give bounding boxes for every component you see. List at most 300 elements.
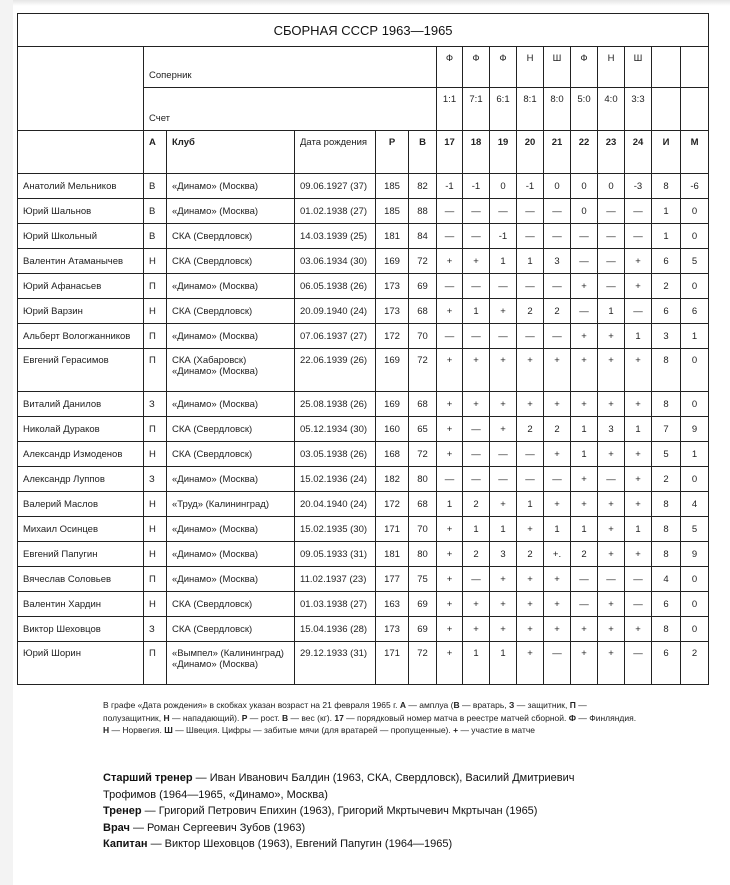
player-position: Н bbox=[144, 542, 167, 567]
score-cell: 6:1 bbox=[490, 88, 517, 131]
match-cell: — bbox=[517, 442, 544, 467]
match-cell: — bbox=[517, 199, 544, 224]
match-cell: 1 bbox=[463, 299, 490, 324]
player-games: 8 bbox=[652, 542, 681, 567]
score-label: Счет bbox=[144, 88, 437, 131]
note-key: З bbox=[509, 700, 515, 710]
match-cell: — bbox=[625, 199, 652, 224]
player-club: СКА (Свердловск) bbox=[167, 224, 295, 249]
match-cell: + bbox=[490, 417, 517, 442]
player-weight: 70 bbox=[409, 324, 437, 349]
player-birth: 09.05.1933 (31) bbox=[295, 542, 376, 567]
match-cell: — bbox=[544, 642, 571, 685]
match-header: 19 bbox=[490, 131, 517, 174]
match-cell: + bbox=[571, 274, 598, 299]
match-cell: 1 bbox=[490, 249, 517, 274]
player-position: П bbox=[144, 324, 167, 349]
player-birth: 03.06.1934 (30) bbox=[295, 249, 376, 274]
player-goals: 0 bbox=[681, 592, 709, 617]
player-goals: 0 bbox=[681, 199, 709, 224]
match-cell: — bbox=[463, 274, 490, 299]
match-cell: + bbox=[517, 392, 544, 417]
player-name: Евгений Папугин bbox=[18, 542, 144, 567]
staff-coach bbox=[103, 803, 613, 820]
player-position: В bbox=[144, 174, 167, 199]
player-goals: 0 bbox=[681, 224, 709, 249]
player-birth: 05.12.1934 (30) bbox=[295, 417, 376, 442]
match-cell: — bbox=[490, 199, 517, 224]
opponent-cell: Ф bbox=[463, 47, 490, 88]
match-cell: — bbox=[544, 324, 571, 349]
player-birth: 01.03.1938 (27) bbox=[295, 592, 376, 617]
match-header: 18 bbox=[463, 131, 490, 174]
match-cell: — bbox=[463, 324, 490, 349]
player-height: 169 bbox=[376, 392, 409, 417]
match-cell: + bbox=[437, 442, 463, 467]
match-cell: + bbox=[490, 592, 517, 617]
player-name: Михаил Осинцев bbox=[18, 517, 144, 542]
player-weight: 82 bbox=[409, 174, 437, 199]
match-cell: 2 bbox=[463, 542, 490, 567]
match-cell: + bbox=[571, 349, 598, 392]
player-goals: 6 bbox=[681, 299, 709, 324]
match-cell: — bbox=[490, 467, 517, 492]
player-row bbox=[18, 642, 709, 685]
match-cell: + bbox=[490, 349, 517, 392]
match-cell: — bbox=[463, 417, 490, 442]
match-cell: 0 bbox=[490, 174, 517, 199]
match-cell: + bbox=[571, 467, 598, 492]
match-cell: — bbox=[544, 199, 571, 224]
player-weight: 68 bbox=[409, 492, 437, 517]
match-cell: — bbox=[625, 592, 652, 617]
player-birth: 22.06.1939 (26) bbox=[295, 349, 376, 392]
legend-notes bbox=[103, 699, 643, 737]
player-height: 181 bbox=[376, 224, 409, 249]
match-cell: 2 bbox=[544, 417, 571, 442]
match-cell: — bbox=[544, 467, 571, 492]
match-cell: 1 bbox=[517, 249, 544, 274]
player-row bbox=[18, 274, 709, 299]
note-text: В графе «Дата рождения» в скобках указан возраст на 21 февраля 1965 г. bbox=[103, 700, 400, 710]
note-key: А bbox=[399, 700, 407, 710]
player-height: 185 bbox=[376, 199, 409, 224]
match-cell: — bbox=[598, 467, 625, 492]
player-height: 168 bbox=[376, 442, 409, 467]
player-games: 1 bbox=[652, 199, 681, 224]
player-position: Н bbox=[144, 299, 167, 324]
opponent-cell: Ф bbox=[437, 47, 463, 88]
match-cell: 1 bbox=[490, 642, 517, 685]
player-club: «Динамо» (Москва) bbox=[167, 199, 295, 224]
match-cell: + bbox=[437, 299, 463, 324]
birth-header: Дата рождения bbox=[295, 131, 376, 174]
match-cell: + bbox=[517, 567, 544, 592]
staff-role: Врач bbox=[103, 821, 130, 834]
player-height: 173 bbox=[376, 617, 409, 642]
player-row bbox=[18, 224, 709, 249]
player-weight: 72 bbox=[409, 249, 437, 274]
club-line: «Вымпел» (Калининград) bbox=[172, 648, 284, 659]
player-club bbox=[167, 349, 295, 392]
match-header: 23 bbox=[598, 131, 625, 174]
player-name: Юрий Афанасьев bbox=[18, 274, 144, 299]
match-cell: 1 bbox=[625, 417, 652, 442]
match-cell: — bbox=[463, 567, 490, 592]
match-cell: + bbox=[598, 442, 625, 467]
match-cell: + bbox=[598, 349, 625, 392]
match-cell: — bbox=[544, 274, 571, 299]
name-header bbox=[18, 131, 144, 174]
player-position: З bbox=[144, 617, 167, 642]
match-cell: + bbox=[517, 349, 544, 392]
player-goals: 1 bbox=[681, 324, 709, 349]
match-cell: + bbox=[517, 617, 544, 642]
player-games: 8 bbox=[652, 349, 681, 392]
match-cell: — bbox=[625, 642, 652, 685]
player-height: 173 bbox=[376, 274, 409, 299]
match-cell: + bbox=[463, 617, 490, 642]
player-height: 181 bbox=[376, 542, 409, 567]
player-birth: 01.02.1938 (27) bbox=[295, 199, 376, 224]
opponent-cell: Ф bbox=[490, 47, 517, 88]
player-position: Н bbox=[144, 517, 167, 542]
note-text: — Швеция. Цифры — забитые мячи (для вратарей — пропущенные). bbox=[172, 725, 454, 735]
player-name: Юрий Шорин bbox=[18, 642, 144, 685]
match-cell: 1 bbox=[544, 517, 571, 542]
match-cell: 1 bbox=[517, 492, 544, 517]
player-row bbox=[18, 392, 709, 417]
player-club: СКА (Свердловск) bbox=[167, 442, 295, 467]
match-cell: 1 bbox=[571, 517, 598, 542]
match-cell: + bbox=[490, 567, 517, 592]
match-cell: + bbox=[625, 274, 652, 299]
player-games: 1 bbox=[652, 224, 681, 249]
player-height: 173 bbox=[376, 299, 409, 324]
match-cell: — bbox=[490, 324, 517, 349]
opponent-row bbox=[18, 47, 709, 88]
match-cell: -3 bbox=[625, 174, 652, 199]
match-cell: + bbox=[598, 617, 625, 642]
player-games: 6 bbox=[652, 642, 681, 685]
player-club: «Динамо» (Москва) bbox=[167, 392, 295, 417]
match-cell: + bbox=[517, 642, 544, 685]
match-cell: + bbox=[625, 492, 652, 517]
player-name: Юрий Варзин bbox=[18, 299, 144, 324]
player-row bbox=[18, 567, 709, 592]
match-cell: + bbox=[437, 349, 463, 392]
match-cell: 3 bbox=[490, 542, 517, 567]
match-cell: — bbox=[598, 274, 625, 299]
player-position: Н bbox=[144, 442, 167, 467]
match-cell: + bbox=[437, 617, 463, 642]
staff-names: — Григорий Петрович Епихин (1963), Григорий Мкртычевич Мкртычан (1965) bbox=[141, 805, 538, 817]
match-cell: 3 bbox=[598, 417, 625, 442]
match-cell: + bbox=[490, 492, 517, 517]
player-goals: 5 bbox=[681, 249, 709, 274]
match-cell: + bbox=[625, 392, 652, 417]
player-games: 3 bbox=[652, 324, 681, 349]
player-position: Н bbox=[144, 492, 167, 517]
player-games: 7 bbox=[652, 417, 681, 442]
match-cell: + bbox=[571, 617, 598, 642]
match-cell: — bbox=[625, 567, 652, 592]
player-birth: 29.12.1933 (31) bbox=[295, 642, 376, 685]
note-text: — защитник, bbox=[514, 700, 570, 710]
staff-list bbox=[103, 770, 613, 853]
club-line: «Динамо» (Москва) bbox=[172, 659, 259, 670]
player-position: З bbox=[144, 467, 167, 492]
player-name: Александр Измоденов bbox=[18, 442, 144, 467]
player-club: СКА (Свердловск) bbox=[167, 249, 295, 274]
player-height: 172 bbox=[376, 324, 409, 349]
match-cell: — bbox=[463, 442, 490, 467]
match-cell: 2 bbox=[517, 417, 544, 442]
note-text: — полузащитник, bbox=[103, 700, 587, 723]
player-height: 169 bbox=[376, 349, 409, 392]
player-weight: 69 bbox=[409, 592, 437, 617]
player-row bbox=[18, 299, 709, 324]
match-cell: 1 bbox=[490, 517, 517, 542]
opponent-cell: Н bbox=[598, 47, 625, 88]
match-cell: + bbox=[598, 542, 625, 567]
player-position: Н bbox=[144, 592, 167, 617]
player-position: З bbox=[144, 392, 167, 417]
player-row bbox=[18, 517, 709, 542]
match-cell: + bbox=[437, 642, 463, 685]
opponent-cell: Ф bbox=[571, 47, 598, 88]
match-cell: + bbox=[490, 299, 517, 324]
match-cell: + bbox=[437, 517, 463, 542]
empty-cell bbox=[652, 47, 681, 88]
player-club: «Динамо» (Москва) bbox=[167, 517, 295, 542]
page-left-margin bbox=[0, 0, 13, 885]
match-cell: +. bbox=[544, 542, 571, 567]
match-cell: — bbox=[571, 249, 598, 274]
match-cell: — bbox=[517, 224, 544, 249]
empty-cell bbox=[652, 88, 681, 131]
squad-table bbox=[17, 13, 709, 685]
player-row bbox=[18, 349, 709, 392]
player-goals: 4 bbox=[681, 492, 709, 517]
match-cell: + bbox=[571, 392, 598, 417]
player-club bbox=[167, 642, 295, 685]
match-cell: + bbox=[544, 392, 571, 417]
player-row bbox=[18, 417, 709, 442]
player-club: СКА (Свердловск) bbox=[167, 417, 295, 442]
page-top-shadow bbox=[0, 0, 730, 6]
note-key: + bbox=[453, 725, 459, 735]
player-birth: 06.05.1938 (26) bbox=[295, 274, 376, 299]
note-text: — Норвегия. bbox=[109, 725, 165, 735]
match-cell: 1 bbox=[437, 492, 463, 517]
player-club: «Динамо» (Москва) bbox=[167, 467, 295, 492]
match-cell: 1 bbox=[571, 417, 598, 442]
match-cell: 0 bbox=[571, 174, 598, 199]
match-header: 24 bbox=[625, 131, 652, 174]
match-cell: — bbox=[571, 224, 598, 249]
player-games: 4 bbox=[652, 567, 681, 592]
score-cell: 4:0 bbox=[598, 88, 625, 131]
player-weight: 84 bbox=[409, 224, 437, 249]
match-cell: + bbox=[437, 542, 463, 567]
amplua-header: А bbox=[144, 131, 167, 174]
player-height: 185 bbox=[376, 174, 409, 199]
match-cell: + bbox=[598, 324, 625, 349]
match-cell: 1 bbox=[571, 442, 598, 467]
player-position: Н bbox=[144, 249, 167, 274]
weight-header: В bbox=[409, 131, 437, 174]
empty-cell bbox=[681, 47, 709, 88]
match-cell: -1 bbox=[463, 174, 490, 199]
note-key: 17 bbox=[334, 712, 344, 723]
staff-names: — Роман Сергеевич Зубов (1963) bbox=[129, 821, 306, 834]
player-weight: 80 bbox=[409, 542, 437, 567]
player-weight: 75 bbox=[409, 567, 437, 592]
player-weight: 69 bbox=[409, 617, 437, 642]
staff-doctor bbox=[103, 820, 613, 837]
match-cell: + bbox=[517, 517, 544, 542]
player-height: 177 bbox=[376, 567, 409, 592]
match-cell: + bbox=[598, 592, 625, 617]
player-goals: 0 bbox=[681, 467, 709, 492]
player-row bbox=[18, 592, 709, 617]
match-cell: — bbox=[437, 199, 463, 224]
match-cell: — bbox=[437, 224, 463, 249]
match-header: 22 bbox=[571, 131, 598, 174]
player-height: 169 bbox=[376, 249, 409, 274]
match-cell: 2 bbox=[463, 492, 490, 517]
match-cell: — bbox=[437, 467, 463, 492]
player-games: 6 bbox=[652, 299, 681, 324]
match-header: 21 bbox=[544, 131, 571, 174]
player-name: Юрий Школьный bbox=[18, 224, 144, 249]
player-weight: 72 bbox=[409, 442, 437, 467]
score-cell: 3:3 bbox=[625, 88, 652, 131]
player-club: СКА (Свердловск) bbox=[167, 617, 295, 642]
match-cell: + bbox=[625, 442, 652, 467]
match-cell: — bbox=[463, 199, 490, 224]
table-title: СБОРНАЯ СССР 1963—1965 bbox=[18, 14, 709, 47]
staff-role: Тренер bbox=[103, 805, 142, 817]
player-weight: 68 bbox=[409, 299, 437, 324]
match-cell: — bbox=[463, 467, 490, 492]
match-cell: 1 bbox=[463, 642, 490, 685]
match-cell: 0 bbox=[544, 174, 571, 199]
player-games: 5 bbox=[652, 442, 681, 467]
player-birth: 20.09.1940 (24) bbox=[295, 299, 376, 324]
note-text: — амплуа ( bbox=[406, 700, 454, 710]
player-games: 6 bbox=[652, 249, 681, 274]
player-height: 163 bbox=[376, 592, 409, 617]
player-weight: 70 bbox=[409, 517, 437, 542]
player-row bbox=[18, 174, 709, 199]
match-cell: 2 bbox=[571, 542, 598, 567]
match-cell: + bbox=[517, 592, 544, 617]
score-cell: 8:1 bbox=[517, 88, 544, 131]
note-key: П bbox=[569, 700, 576, 710]
player-position: П bbox=[144, 349, 167, 392]
player-birth: 15.04.1936 (28) bbox=[295, 617, 376, 642]
player-goals: 2 bbox=[681, 642, 709, 685]
club-line: «Динамо» (Москва) bbox=[172, 366, 259, 377]
opponent-cell: Ш bbox=[544, 47, 571, 88]
match-cell: + bbox=[625, 542, 652, 567]
note-text: — вес (кг). bbox=[288, 712, 335, 723]
match-cell: — bbox=[571, 567, 598, 592]
player-games: 8 bbox=[652, 492, 681, 517]
match-cell: + bbox=[463, 349, 490, 392]
match-cell: — bbox=[598, 249, 625, 274]
opponent-cell: Н bbox=[517, 47, 544, 88]
match-cell: + bbox=[571, 492, 598, 517]
player-goals: 9 bbox=[681, 417, 709, 442]
player-position: П bbox=[144, 274, 167, 299]
note-key: В bbox=[282, 712, 289, 723]
player-goals: 5 bbox=[681, 517, 709, 542]
match-cell: + bbox=[544, 492, 571, 517]
match-cell: + bbox=[625, 249, 652, 274]
match-cell: 1 bbox=[625, 324, 652, 349]
match-header: 20 bbox=[517, 131, 544, 174]
player-goals: 0 bbox=[681, 617, 709, 642]
player-row bbox=[18, 492, 709, 517]
player-weight: 72 bbox=[409, 642, 437, 685]
player-name: Николай Дураков bbox=[18, 417, 144, 442]
player-birth: 07.06.1937 (27) bbox=[295, 324, 376, 349]
score-cell: 8:0 bbox=[544, 88, 571, 131]
staff-names: — Иван Иванович Балдин (1963, СКА, Свердловск), Василий Дмитриевич Трофимов (1964—1965, «Динамо», Москва) bbox=[103, 772, 575, 801]
match-cell: 1 bbox=[463, 517, 490, 542]
empty-corner-cell bbox=[18, 47, 144, 131]
match-cell: — bbox=[437, 274, 463, 299]
note-key: Н bbox=[163, 712, 170, 723]
note-key: Р bbox=[241, 712, 248, 723]
player-birth: 09.06.1927 (37) bbox=[295, 174, 376, 199]
match-cell: + bbox=[598, 517, 625, 542]
match-cell: — bbox=[517, 467, 544, 492]
match-cell: 1 bbox=[625, 517, 652, 542]
player-name: Александр Луппов bbox=[18, 467, 144, 492]
match-cell: — bbox=[598, 224, 625, 249]
player-goals: -6 bbox=[681, 174, 709, 199]
staff-captain bbox=[103, 836, 613, 853]
note-key: Ф bbox=[568, 712, 577, 723]
player-name: Валентин Хардин bbox=[18, 592, 144, 617]
match-cell: 2 bbox=[517, 299, 544, 324]
score-cell: 1:1 bbox=[437, 88, 463, 131]
player-height: 160 bbox=[376, 417, 409, 442]
match-cell: + bbox=[598, 492, 625, 517]
note-text: — Финляндия. bbox=[576, 712, 637, 723]
match-cell: — bbox=[625, 224, 652, 249]
staff-role: Старший тренер bbox=[103, 772, 193, 784]
match-cell: + bbox=[437, 592, 463, 617]
player-row bbox=[18, 199, 709, 224]
player-birth: 11.02.1937 (23) bbox=[295, 567, 376, 592]
player-games: 8 bbox=[652, 617, 681, 642]
staff-role: Капитан bbox=[103, 838, 148, 850]
match-cell: — bbox=[490, 274, 517, 299]
player-name: Юрий Шальнов bbox=[18, 199, 144, 224]
match-cell: — bbox=[490, 442, 517, 467]
empty-cell bbox=[681, 88, 709, 131]
match-cell: — bbox=[598, 199, 625, 224]
note-key: Н bbox=[103, 725, 110, 735]
note-text: — порядковый номер матча в реестре матчей сборной. bbox=[343, 712, 569, 723]
player-name: Виктор Шеховцов bbox=[18, 617, 144, 642]
match-cell: — bbox=[517, 274, 544, 299]
